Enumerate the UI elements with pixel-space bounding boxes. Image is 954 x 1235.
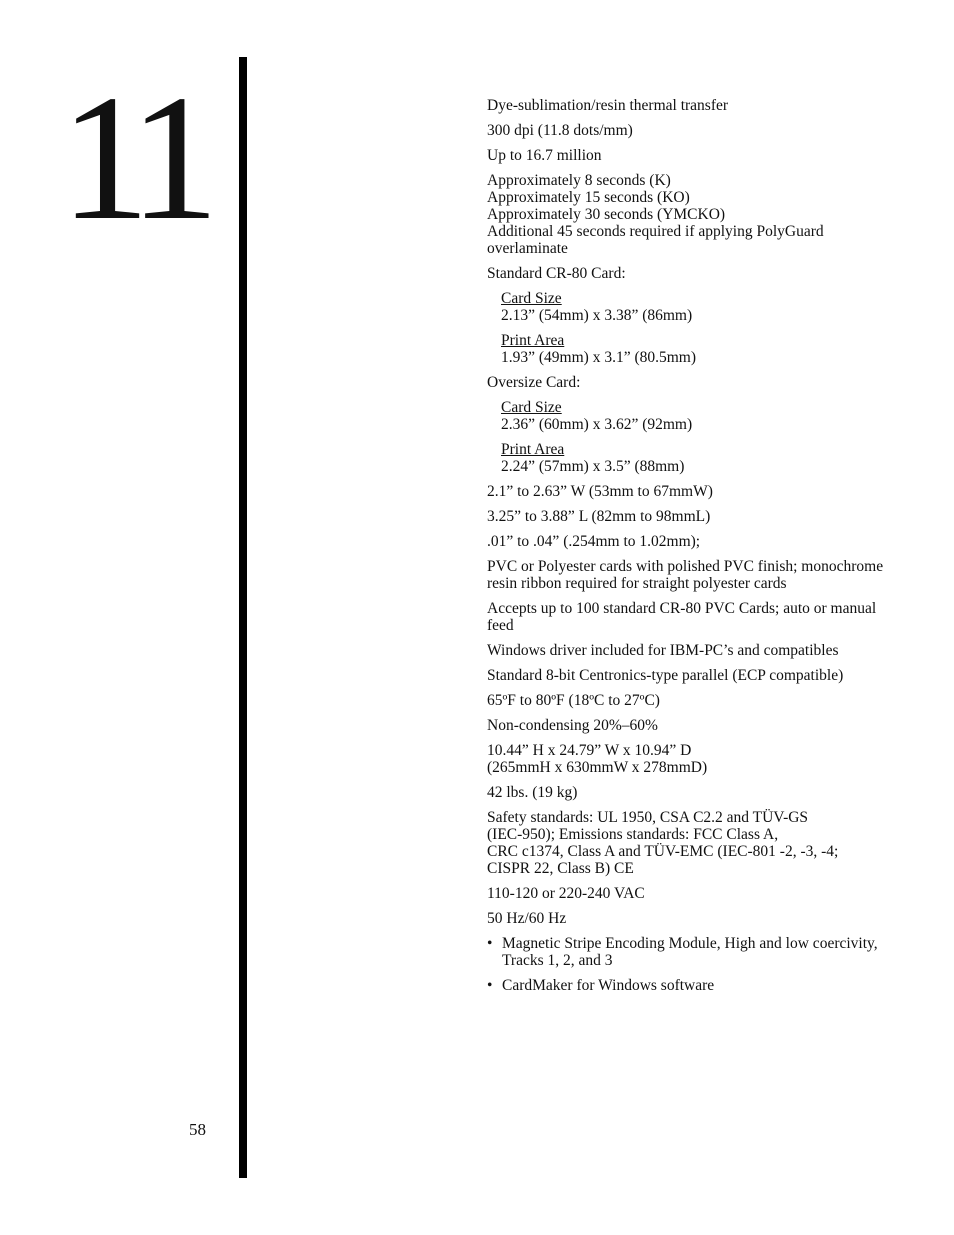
- chapter-number: 11: [60, 58, 206, 257]
- spec-print-speed: [487, 172, 897, 257]
- spec-card-length: 3.25” to 3.88” L (82mm to 98mmL): [487, 508, 711, 525]
- spec-card-thickness: .01” to .04” (.254mm to 1.02mm);: [487, 533, 701, 550]
- agency-line: (IEC-950); Emissions standards: FCC Class A,: [487, 826, 779, 843]
- spec-humidity: Non-condensing 20%–60%: [487, 717, 658, 734]
- spec-oversize-card-label: Oversize Card:: [487, 374, 581, 391]
- spec-interface: Standard 8-bit Centronics-type parallel (ECP compatible): [487, 667, 844, 684]
- page-number: 58: [189, 1120, 206, 1139]
- print-area-value: 2.24” (57mm) x 3.5” (88mm): [501, 458, 685, 475]
- card-size-label: Card Size: [501, 399, 562, 416]
- spec-standard-card-label: Standard CR-80 Card:: [487, 265, 626, 282]
- options-list: [487, 935, 897, 994]
- print-speed-line: Approximately 15 seconds (KO): [487, 189, 690, 206]
- spec-card-type: PVC or Polyester cards with polished PVC finish; monochrome resin ribbon required for straight polyester cards: [487, 558, 884, 592]
- spec-weight: 42 lbs. (19 kg): [487, 784, 578, 801]
- print-speed-line: Approximately 30 seconds (YMCKO): [487, 206, 726, 223]
- card-size-value: 2.36” (60mm) x 3.62” (92mm): [501, 416, 693, 433]
- vertical-rule: [239, 57, 247, 1178]
- bullet-icon: •: [487, 977, 493, 994]
- print-area-label: Print Area: [501, 332, 565, 349]
- spec-software: Windows driver included for IBM-PC’s and compatibles: [487, 642, 839, 659]
- standard-print-area: [501, 332, 897, 366]
- option-text: Magnetic Stripe Encoding Module, High and low coercivity, Tracks 1, 2, and 3: [502, 935, 878, 969]
- spec-dimensions: [487, 742, 897, 776]
- agency-line: CRC c1374, Class A and TÜV-EMC (IEC-801 -2, -3, -4;: [487, 843, 839, 860]
- print-speed-line: Additional 45 seconds required if applying PolyGuard overlaminate: [487, 223, 824, 257]
- spec-colors: Up to 16.7 million: [487, 147, 602, 164]
- bullet-icon: •: [487, 935, 493, 952]
- oversize-print-area: [501, 441, 897, 475]
- spec-temperature: 65ºF to 80ºF (18ºC to 27ºC): [487, 692, 660, 709]
- option-item: [487, 935, 897, 969]
- spec-resolution: 300 dpi (11.8 dots/mm): [487, 122, 633, 139]
- print-area-value: 1.93” (49mm) x 3.1” (80.5mm): [501, 349, 697, 366]
- agency-line: Safety standards: UL 1950, CSA C2.2 and TÜV-GS: [487, 809, 809, 826]
- option-item: [487, 977, 897, 994]
- specifications-list: [487, 97, 897, 1002]
- spec-card-input: Accepts up to 100 standard CR-80 PVC Cards; auto or manual feed: [487, 600, 877, 634]
- spec-print-method: Dye-sublimation/resin thermal transfer: [487, 97, 729, 114]
- dimensions-line: 10.44” H x 24.79” W x 10.94” D: [487, 742, 692, 759]
- dimensions-line: (265mmH x 630mmW x 278mmD): [487, 759, 708, 776]
- option-text: CardMaker for Windows software: [502, 977, 715, 994]
- print-speed-line: Approximately 8 seconds (K): [487, 172, 671, 189]
- spec-voltage: 110-120 or 220-240 VAC: [487, 885, 645, 902]
- agency-line: CISPR 22, Class B) CE: [487, 860, 634, 877]
- card-size-label: Card Size: [501, 290, 562, 307]
- card-size-value: 2.13” (54mm) x 3.38” (86mm): [501, 307, 693, 324]
- spec-agency: [487, 809, 897, 877]
- print-area-label: Print Area: [501, 441, 565, 458]
- spec-frequency: 50 Hz/60 Hz: [487, 910, 567, 927]
- oversize-card-size: [501, 399, 897, 433]
- standard-card-size: [501, 290, 897, 324]
- spec-card-width: 2.1” to 2.63” W (53mm to 67mmW): [487, 483, 713, 500]
